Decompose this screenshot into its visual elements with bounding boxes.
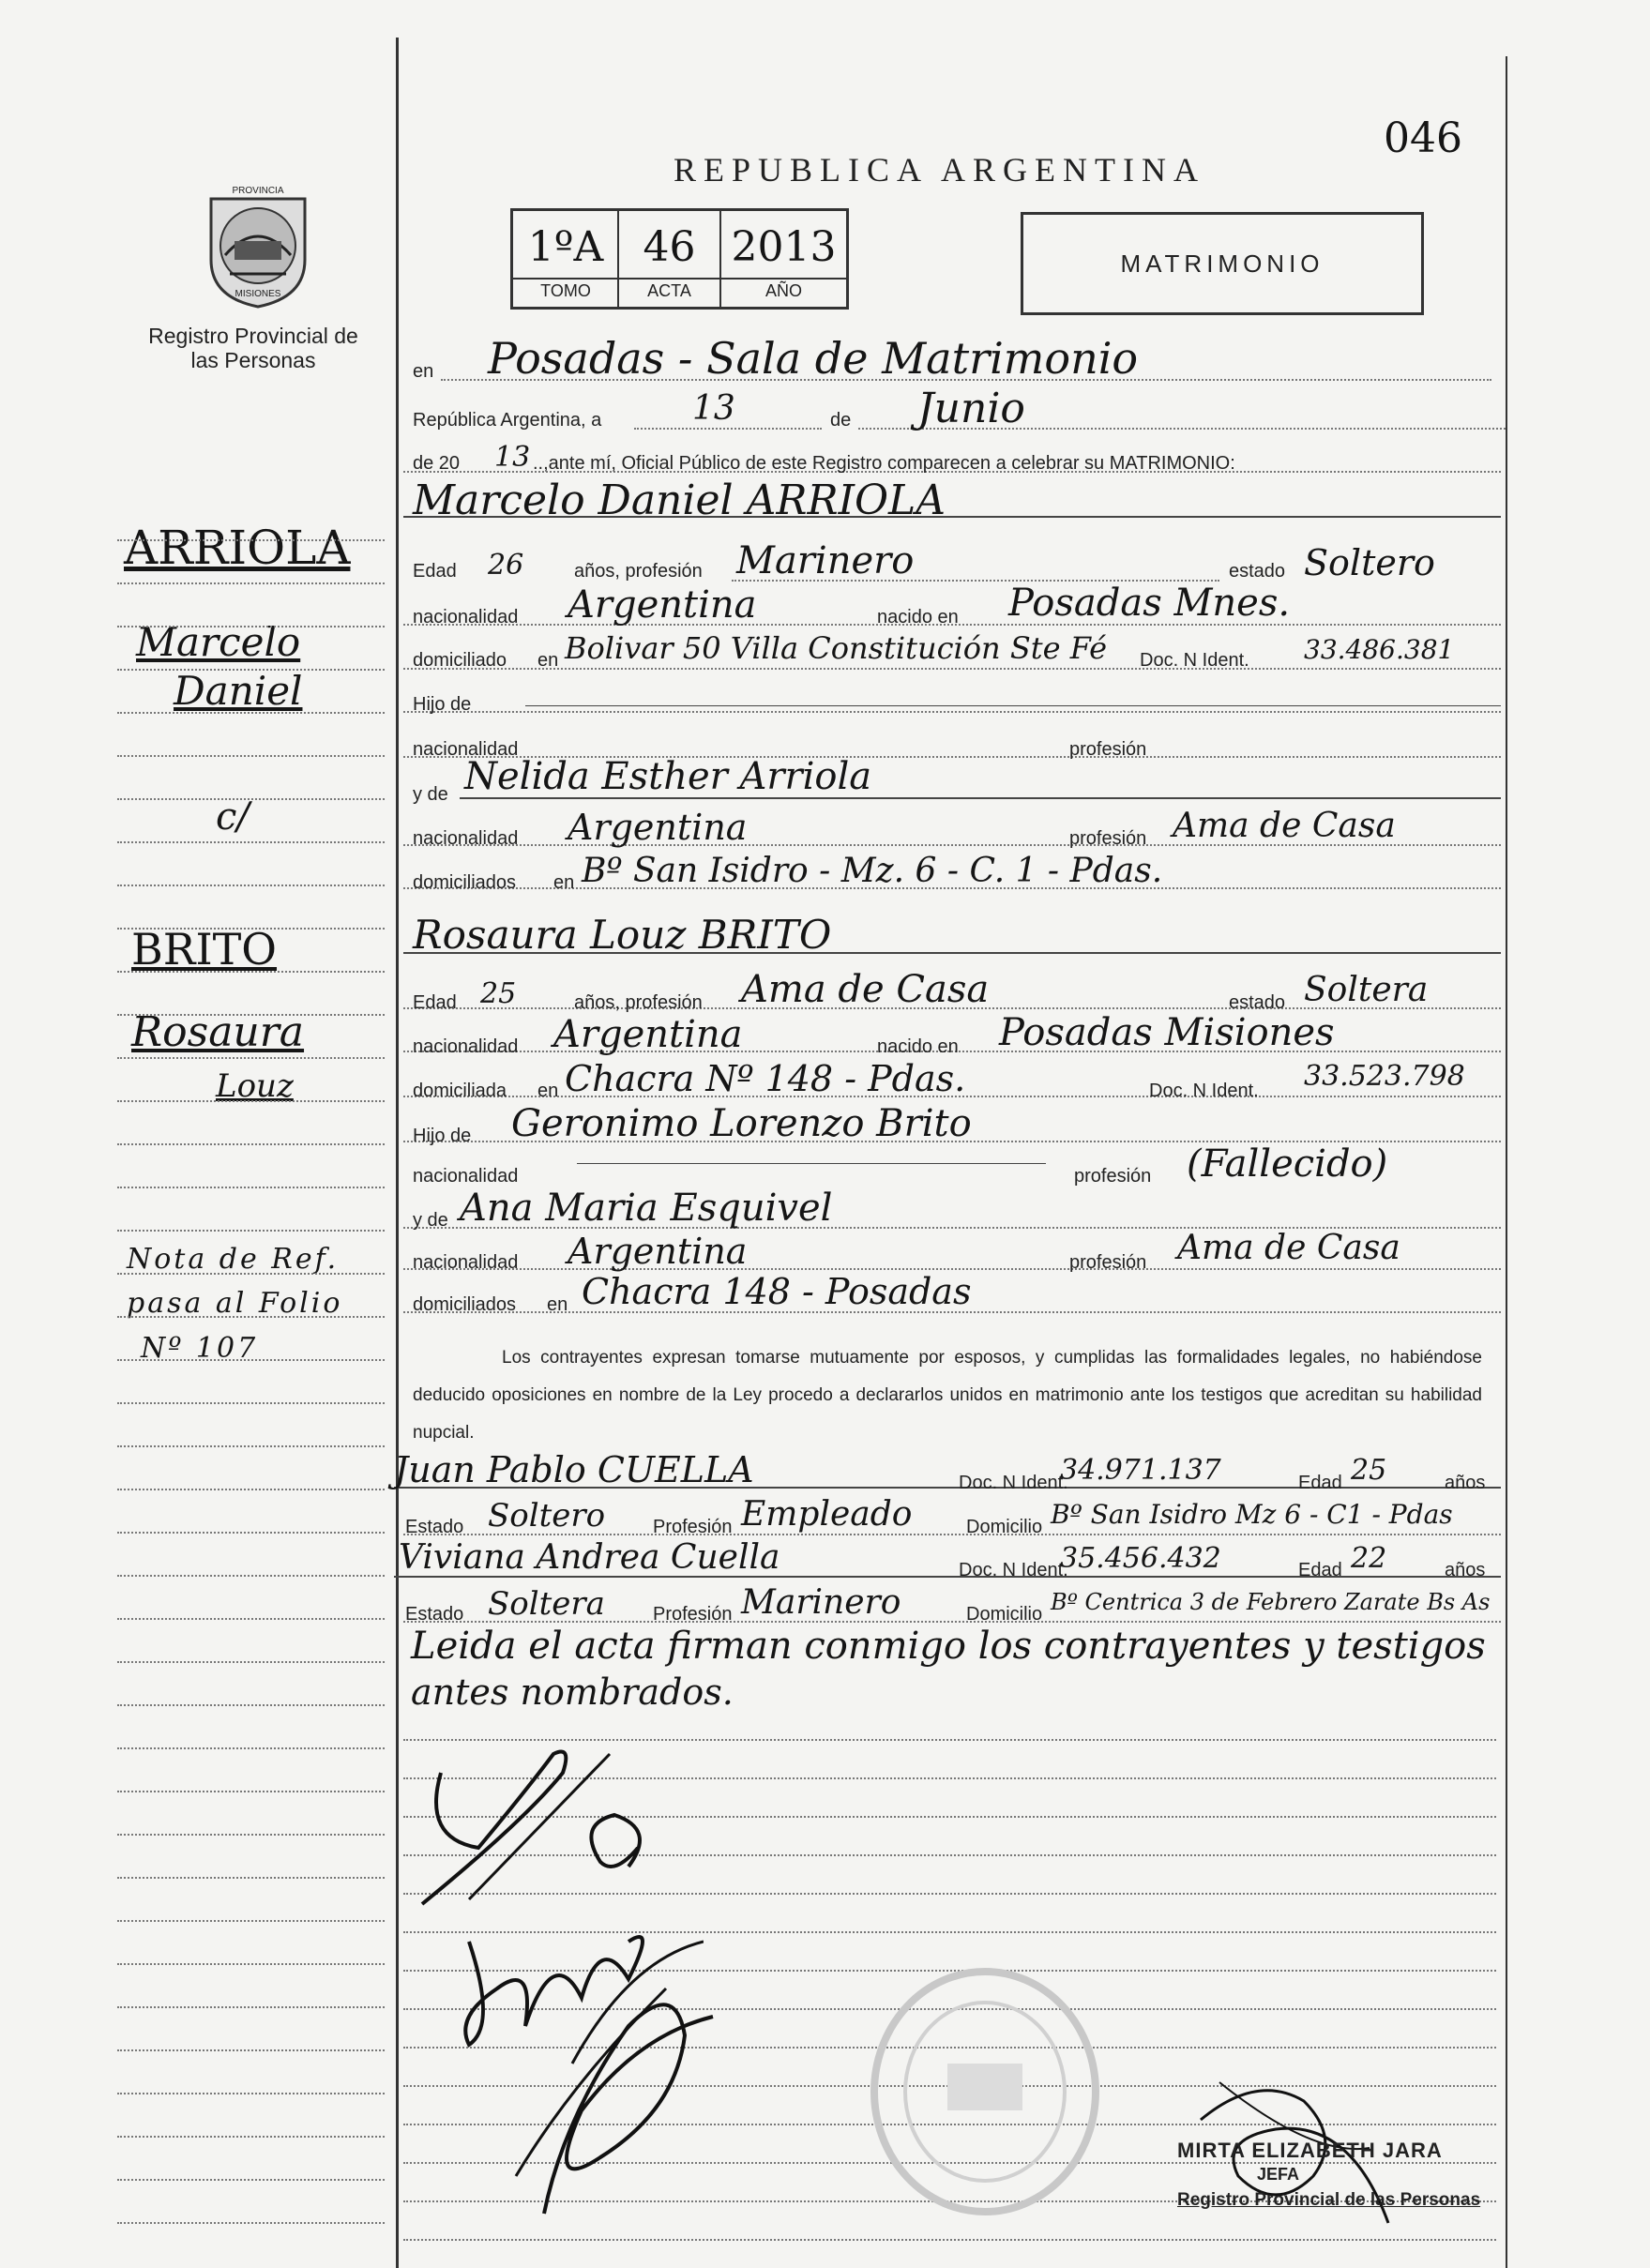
groom-label-father-profesion: profesión: [1069, 739, 1147, 760]
sidebar-ruled-line: [117, 1920, 385, 1922]
bride-mother-profession: Ama de Casa: [1177, 1229, 1400, 1267]
ano-label: AÑO: [764, 281, 802, 300]
field-dotted-line: [403, 711, 1501, 713]
sidebar-ruled-line: [117, 539, 385, 541]
bride-label-edad: Edad: [413, 992, 457, 1013]
sidebar-ruled-line: [117, 1014, 385, 1016]
sidebar-ruled-line: [117, 2093, 385, 2094]
sidebar-note-line-3: Nº 107: [141, 1332, 259, 1365]
witness-1-doc: 34.971.137: [1060, 1454, 1221, 1487]
bride-doc: 33.523.798: [1304, 1060, 1465, 1093]
witness-1-label-domicilio: Domicilio: [966, 1517, 1043, 1537]
bride-label-mother-nacionalidad: nacionalidad: [413, 1252, 519, 1273]
sidebar-ruled-line: [117, 1747, 385, 1749]
witness-2-address: Bº Centrica 3 de Febrero Zarate Bs As: [1051, 1589, 1491, 1615]
left-margin-line: [396, 38, 399, 2268]
bride-label-father-nacionalidad: nacionalidad: [413, 1166, 519, 1187]
sidebar-ruled-line: [117, 2006, 385, 2008]
sidebar-ruled-line: [117, 1791, 385, 1792]
sidebar-groom-name-1: Marcelo: [136, 619, 301, 665]
label-ante-mi: ..,ante mí, Oficial Público de este Registro comparecen a celebrar su MATRIMONIO:: [533, 453, 1235, 474]
witness-2-label-domicilio: Domicilio: [966, 1604, 1043, 1625]
box-divider-horizontal: [510, 278, 849, 280]
record-type-box: [1021, 212, 1424, 315]
bride-label-domiciliados-en: en: [547, 1294, 568, 1315]
sidebar-ruled-line: [117, 1834, 385, 1836]
groom-birthplace: Posadas Mnes.: [1008, 582, 1291, 625]
officer-stamp-name: MIRTA ELIZABETH JARA: [1177, 2139, 1443, 2162]
vows-paragraph: Los contrayentes expresan tomarse mutuamente por esposos, y cumplidas las formalidades legales, no habiéndose deducido oposiciones en nombre de la Ley procedo a declararlos unidos en matrimonio ante los testigos que acreditan su habilidad nupcial.: [413, 1348, 1482, 1443]
groom-label-edad: Edad: [413, 561, 457, 582]
sidebar-ruled-line: [117, 2179, 385, 2181]
groom-label-domiciliados: domiciliados: [413, 872, 517, 893]
sidebar-ruled-line: [117, 1877, 385, 1879]
sidebar-connector: c/: [216, 795, 250, 839]
officer-stamp-office: Registro Provincial de las Personas: [1177, 2190, 1481, 2210]
right-margin-line: [1506, 56, 1507, 2268]
groom-label-nacido: nacido en: [877, 607, 959, 627]
tomo-value: 1ºA: [527, 223, 604, 271]
groom-nationality: Argentina: [568, 583, 757, 627]
sidebar-ruled-line: [117, 582, 385, 584]
groom-label-y-de: y de: [413, 784, 448, 805]
sidebar-ruled-line: [117, 755, 385, 757]
witness-2-label-profesion: Profesión: [653, 1604, 733, 1625]
sidebar-bride-name-2: Louz: [216, 1067, 294, 1105]
sidebar-ruled-line: [117, 2136, 385, 2138]
acta-label: ACTA: [647, 281, 691, 300]
bride-label-nacionalidad: nacionalidad: [413, 1036, 519, 1057]
seal-text-bottom: MISIONES: [235, 289, 281, 299]
witness-2-label-edad: Edad: [1298, 1560, 1342, 1580]
label-de-20: de 20: [413, 453, 461, 474]
officer-stamp-title: JEFA: [1257, 2165, 1300, 2184]
witness-2-status: Soltera: [488, 1585, 605, 1623]
bride-full-name: Rosaura Louz BRITO: [413, 912, 832, 958]
folio-number: 046: [1384, 114, 1462, 162]
signature-contrayente-1: [413, 1735, 666, 1913]
sidebar-ruled-line: [117, 1575, 385, 1577]
label-de: de: [830, 410, 852, 431]
day-line: [634, 428, 822, 430]
witness-1-label-profesion: Profesión: [653, 1517, 733, 1537]
sidebar-bride-surname: BRITO: [131, 924, 278, 975]
witness-1-label-anos: años: [1445, 1473, 1486, 1493]
closing-line-2: antes nombrados.: [411, 1671, 734, 1713]
bride-address: Chacra Nº 148 - Pdas.: [565, 1058, 966, 1099]
label-en: en: [413, 361, 434, 382]
sidebar-note-line-2: pasa al Folio: [127, 1287, 343, 1320]
bride-label-mother-profesion: profesión: [1069, 1252, 1147, 1273]
bride-status: Soltera: [1304, 971, 1429, 1009]
groom-mother-nationality: Argentina: [568, 807, 748, 848]
sidebar-ruled-line: [117, 1402, 385, 1404]
sidebar-ruled-line: [117, 669, 385, 671]
sidebar-ruled-line: [117, 1489, 385, 1490]
bride-label-en: en: [537, 1081, 559, 1101]
bride-label-y-de: y de: [413, 1210, 448, 1231]
bride-parents-address: Chacra 148 - Posadas: [582, 1271, 972, 1312]
registry-name: Registro Provincial de las Personas: [148, 324, 358, 372]
sidebar-ruled-line: [117, 885, 385, 886]
sidebar-ruled-line: [117, 1359, 385, 1361]
act-year: 13: [494, 441, 531, 474]
witness-2-age: 22: [1351, 1542, 1387, 1575]
witness-2-profession: Marinero: [741, 1583, 901, 1622]
bride-label-nacido: nacido en: [877, 1036, 959, 1057]
closing-line-1: Leida el acta firman conmigo los contrayentes y testigos: [411, 1625, 1486, 1668]
groom-label-hijo: Hijo de: [413, 694, 472, 715]
groom-label-anos-profesion: años, profesión: [574, 561, 703, 582]
witness-1-label-estado: Estado: [405, 1517, 464, 1537]
bride-age: 25: [480, 977, 517, 1010]
sidebar-ruled-line: [117, 1963, 385, 1965]
witness-1-address: Bº San Isidro Mz 6 - C1 - Pdas: [1051, 1499, 1453, 1530]
witness-2-label-doc: Doc. N Ident.: [959, 1560, 1068, 1580]
ano-value: 2013: [731, 223, 837, 271]
groom-label-domiciliados-en: en: [553, 872, 575, 893]
body-ruled-line: [403, 2239, 1496, 2241]
bride-label-anos-profesion: años, profesión: [574, 992, 703, 1013]
sidebar-groom-name-2: Daniel: [174, 668, 303, 714]
groom-mother: Nelida Esther Arriola: [464, 755, 872, 798]
sidebar-ruled-line: [117, 2049, 385, 2051]
groom-label-doc: Doc. N Ident.: [1140, 650, 1249, 671]
witness-2-doc: 35.456.432: [1060, 1542, 1221, 1575]
witness-2-name: Viviana Andrea Cuella: [399, 1538, 780, 1577]
bride-father-profession: (Fallecido): [1187, 1142, 1388, 1186]
seal-text-top: PROVINCIA: [232, 186, 284, 196]
witness-1-profession: Empleado: [741, 1495, 913, 1534]
bride-father-nat-line: [577, 1163, 1046, 1164]
groom-label-nacionalidad: nacionalidad: [413, 607, 519, 627]
sidebar-groom-surname: ARRIOLA: [124, 521, 351, 575]
act-day: 13: [692, 389, 735, 428]
sidebar-ruled-line: [117, 1445, 385, 1447]
acta-value: 46: [643, 223, 696, 271]
sidebar-ruled-line: [117, 1618, 385, 1620]
tomo-label: TOMO: [540, 281, 591, 300]
bride-label-domiciliada: domiciliada: [413, 1081, 507, 1101]
groom-label-domiciliado: domiciliado: [413, 650, 507, 671]
groom-label-mother-nacionalidad: nacionalidad: [413, 828, 519, 849]
sidebar-ruled-line: [117, 1057, 385, 1059]
sidebar-ruled-line: [117, 712, 385, 714]
groom-age: 26: [488, 549, 524, 582]
bride-label-domiciliados: domiciliados: [413, 1294, 517, 1315]
sidebar-ruled-line: [117, 2222, 385, 2224]
act-place: Posadas - Sala de Matrimonio: [488, 333, 1139, 384]
witness-2-label-anos: años: [1445, 1560, 1486, 1580]
sidebar-ruled-line: [117, 1100, 385, 1102]
sidebar-ruled-line: [117, 841, 385, 843]
groom-profession: Marinero: [736, 539, 915, 582]
bride-label-estado: estado: [1229, 992, 1286, 1013]
sidebar-ruled-line: [117, 1704, 385, 1706]
sidebar-ruled-line: [117, 1316, 385, 1318]
groom-mother-profession: Ama de Casa: [1173, 807, 1396, 845]
bride-father: Geronimo Lorenzo Brito: [511, 1102, 972, 1145]
groom-label-en: en: [537, 650, 559, 671]
record-type: MATRIMONIO: [1120, 249, 1325, 278]
witness-2-label-estado: Estado: [405, 1604, 464, 1625]
official-seal-faded: [863, 1960, 1107, 2223]
groom-full-name: Marcelo Daniel ARRIOLA: [413, 476, 946, 524]
witness-1-label-doc: Doc. N Ident.: [959, 1473, 1068, 1493]
witness-1-name: Juan Pablo CUELLA: [394, 1449, 754, 1490]
bride-mother: Ana Maria Esquivel: [460, 1187, 833, 1230]
sidebar-ruled-line: [117, 798, 385, 800]
sidebar-ruled-line: [117, 1273, 385, 1275]
bride-mother-nationality: Argentina: [568, 1231, 748, 1272]
bride-label-doc: Doc. N Ident.: [1149, 1081, 1259, 1101]
groom-label-father-nacionalidad: nacionalidad: [413, 739, 519, 760]
groom-father-line: [525, 705, 1501, 706]
groom-status: Soltero: [1304, 542, 1435, 583]
bride-profession: Ama de Casa: [741, 968, 990, 1011]
sidebar-ruled-line: [117, 1187, 385, 1188]
groom-label-estado: estado: [1229, 561, 1286, 582]
bride-label-father-profesion: profesión: [1074, 1166, 1152, 1187]
label-republica: República Argentina, a: [413, 410, 602, 431]
sidebar-ruled-line: [117, 1143, 385, 1145]
bride-label-hijo: Hijo de: [413, 1126, 472, 1146]
sidebar-ruled-line: [117, 1532, 385, 1534]
witness-1-status: Soltero: [488, 1497, 606, 1535]
sidebar-ruled-line: [117, 1230, 385, 1232]
sidebar-ruled-line: [117, 626, 385, 627]
sidebar-ruled-line: [117, 971, 385, 973]
act-month: Junio: [917, 385, 1025, 432]
sidebar-note-line-1: Nota de Ref.: [127, 1243, 340, 1276]
groom-address: Bolivar 50 Villa Constitución Ste Fé: [565, 630, 1108, 666]
witness-1-label-edad: Edad: [1298, 1473, 1342, 1493]
bride-birthplace: Posadas Misiones: [999, 1011, 1335, 1054]
signature-witness: [488, 1970, 732, 2223]
witness-1-age: 25: [1351, 1454, 1387, 1487]
groom-doc: 33.486.381: [1304, 634, 1455, 665]
sidebar-ruled-line: [117, 1661, 385, 1663]
field-dotted-line: [403, 668, 1501, 670]
country-title: REPUBLICA ARGENTINA: [674, 151, 1206, 189]
groom-label-mother-profesion: profesión: [1069, 828, 1147, 849]
bride-nationality: Argentina: [553, 1013, 743, 1056]
sidebar-ruled-line: [117, 928, 385, 930]
groom-parents-address: Bº San Isidro - Mz. 6 - C. 1 - Pdas.: [582, 852, 1163, 890]
sidebar-bride-name-1: Rosaura: [131, 1008, 305, 1056]
